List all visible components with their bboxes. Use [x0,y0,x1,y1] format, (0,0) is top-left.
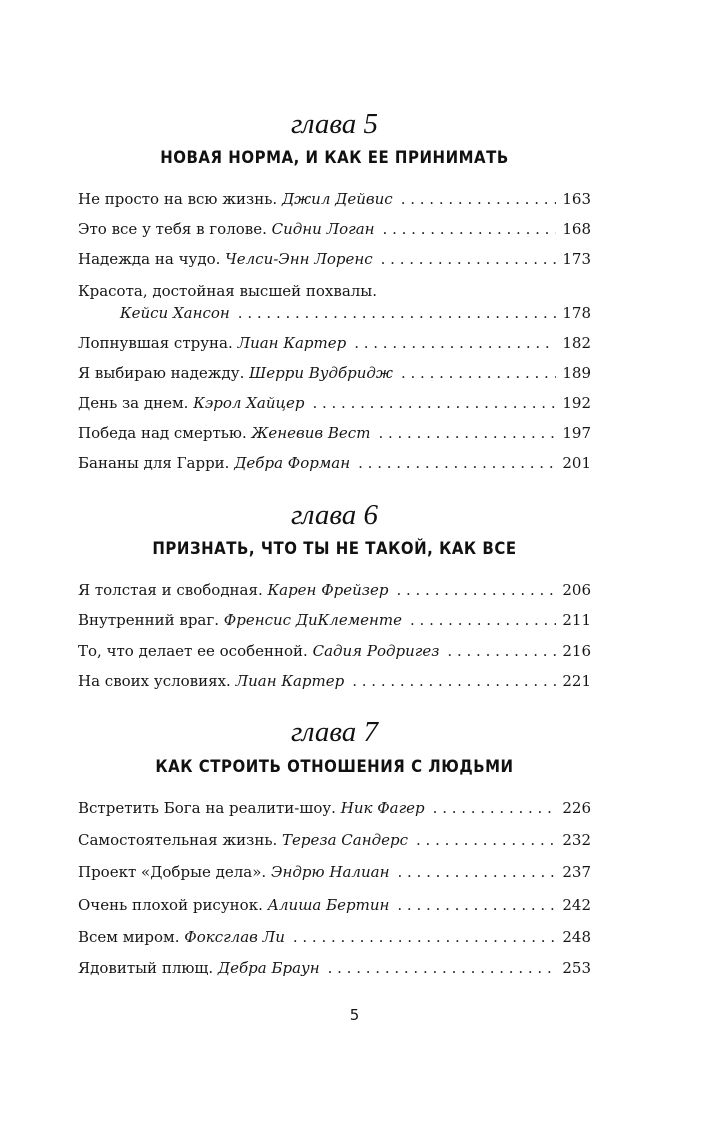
dot-leader [433,797,557,819]
entry-title: Внутренний враг. [78,611,219,629]
entry-page: 206 [562,581,591,599]
entry-author: Дебра Браун [217,959,320,977]
toc-entry[interactable] [78,218,591,240]
entry-page: 168 [562,220,591,238]
entry-page: 173 [562,250,591,268]
toc-entry[interactable] [78,894,591,916]
entry-page: 189 [562,364,591,382]
entry-author: Фоксглав Ли [184,928,285,946]
entry-author: Шерри Вудбридж [249,364,393,382]
entry-author: Кэрол Хайцер [193,394,305,412]
toc-entry[interactable] [78,609,591,631]
dot-leader [383,218,557,240]
dot-leader [410,609,556,631]
entry-title: Я толстая и свободная. [78,581,263,599]
dot-leader [352,670,556,692]
chapter-title: ПРИЗНАТЬ, ЧТО ТЫ НЕ ТАКОЙ, КАК ВСЕ [152,539,517,559]
entry-page: 242 [562,896,591,914]
entry-title: Всем миром. [78,928,180,946]
entry-author: Челси-Энн Лоренс [225,250,373,268]
toc-entry[interactable] [78,797,591,819]
chapter-title: НОВАЯ НОРМА, И КАК ЕЕ ПРИНИМАТЬ [160,148,509,168]
entry-title: День за днем. [78,394,189,412]
toc-entry[interactable] [78,332,591,354]
entry-author: Садия Родригез [312,642,440,660]
dot-leader [416,829,556,851]
toc-entry[interactable] [78,640,591,662]
entry-page: 253 [562,959,591,977]
entry-author: Тереза Сандерс [282,831,408,849]
toc-entry[interactable] [78,422,591,444]
entry-page: 201 [562,454,591,472]
entry-title: Бананы для Гарри. [78,454,230,472]
toc-entry[interactable] [78,302,591,324]
entry-title: На своих условиях. [78,672,231,690]
entry-page: 221 [562,672,591,690]
entry-title: Лопнувшая струна. [78,334,233,352]
entry-title: Самостоятельная жизнь. [78,831,278,849]
chapter-label: глава 5 [290,108,379,140]
entry-page: 178 [562,304,591,322]
entry-title: Надежда на чудо. [78,250,221,268]
dot-leader [312,392,556,414]
chapter-label: глава 6 [290,499,379,531]
toc-entry[interactable] [78,188,591,210]
entry-title: Встретить Бога на реалити-шоу. [78,799,336,817]
entry-author: Лиан Картер [235,672,345,690]
toc-entry[interactable] [78,392,591,414]
dot-leader [397,894,556,916]
entry-page: 182 [562,334,591,352]
toc-entry[interactable] [78,362,591,384]
toc-entry[interactable] [78,579,591,601]
toc-entry[interactable] [78,670,591,692]
entry-author: Кейси Хансон [120,304,230,322]
dot-leader [381,248,557,270]
entry-author: Эндрю Налиан [270,863,390,881]
entry-page: 216 [562,642,591,660]
entry-author: Алиша Бертин [267,896,390,914]
toc-entry[interactable] [78,861,591,883]
entry-title: Очень плохой рисунок. [78,896,263,914]
entry-page: 237 [562,863,591,881]
entry-title: Я выбираю надежду. [78,364,245,382]
entry-title: Победа над смертью. [78,424,247,442]
entry-author: Джил Дейвис [281,190,393,208]
entry-author: Дебра Форман [234,454,351,472]
entry-page: 197 [562,424,591,442]
entry-author: Сидни Логан [271,220,375,238]
entry-title: То, что делает ее особенной. [78,642,308,660]
entry-page: 163 [562,190,591,208]
entry-title: Проект «Добрые дела». [78,863,267,881]
dot-leader [238,302,557,324]
dot-leader [396,579,556,601]
dot-leader [401,188,557,210]
toc-entry[interactable] [78,957,591,979]
entry-author: Женевив Вест [251,424,371,442]
dot-leader [358,452,556,474]
entry-title: Это все у тебя в голове. [78,220,267,238]
dot-leader [328,957,557,979]
dot-leader [397,861,556,883]
entry-author: Френсис ДиКлементе [223,611,403,629]
dot-leader [447,640,556,662]
dot-leader [354,332,556,354]
dot-leader [401,362,556,384]
entry-page: 192 [562,394,591,412]
toc-entry[interactable] [78,829,591,851]
entry-page: 248 [562,928,591,946]
entry-page: 226 [562,799,591,817]
entry-author: Ник Фагер [340,799,425,817]
chapter-title: КАК СТРОИТЬ ОТНОШЕНИЯ С ЛЮДЬМИ [155,757,514,777]
entry-page: 232 [562,831,591,849]
entry-title[interactable]: Красота, достойная высшей похвалы. [78,282,378,300]
toc-entry[interactable] [78,452,591,474]
toc-entry[interactable] [78,926,591,948]
chapter-label: глава 7 [290,716,379,748]
page-number: 5 [349,1006,360,1024]
entry-author: Карен Фрейзер [267,581,389,599]
entry-title: Не просто на всю жизнь. [78,190,278,208]
entry-author: Лиан Картер [237,334,347,352]
toc-entry[interactable] [78,248,591,270]
entry-page: 211 [562,611,591,629]
entry-title: Ядовитый плющ. [78,959,214,977]
dot-leader [293,926,557,948]
dot-leader [378,422,556,444]
